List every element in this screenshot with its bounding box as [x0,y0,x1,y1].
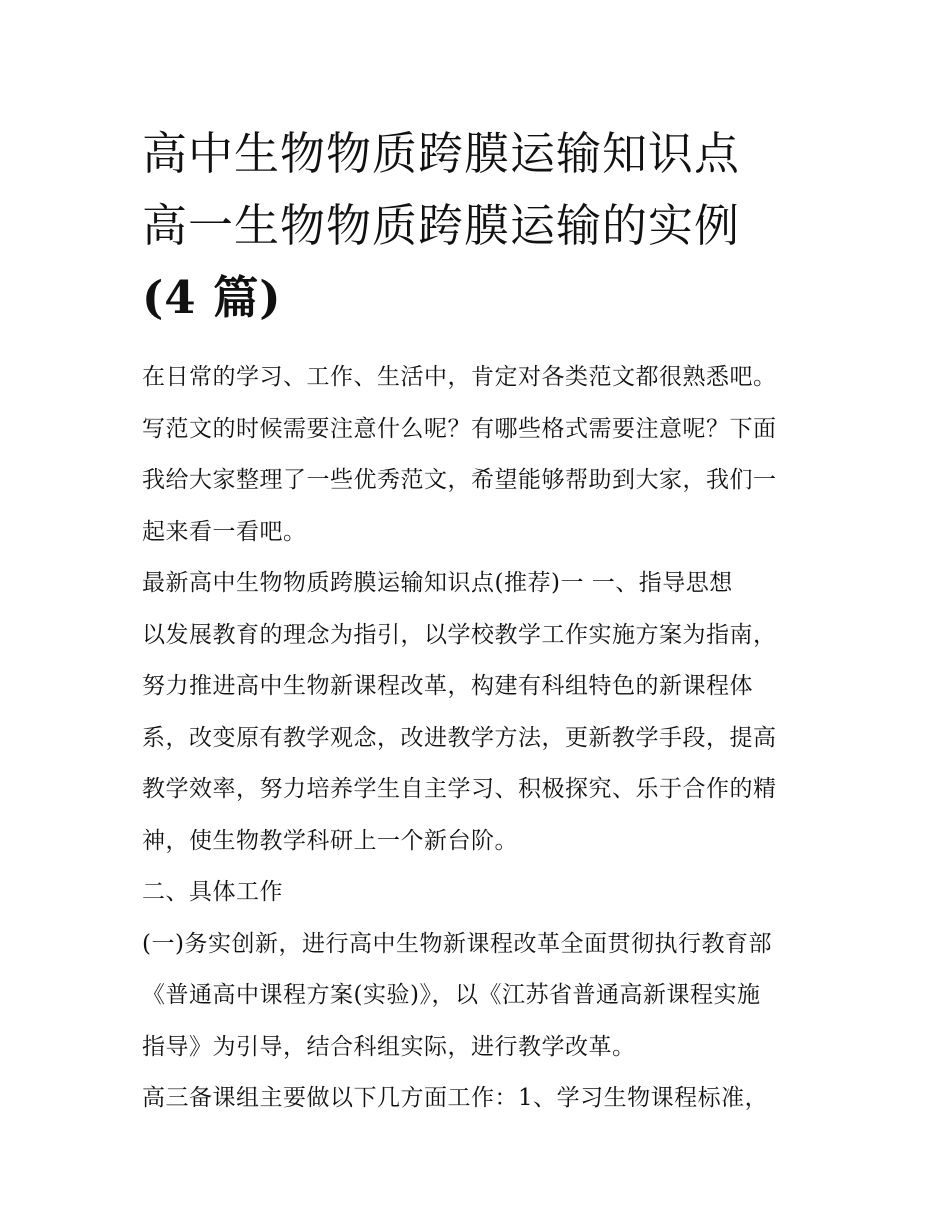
body-line: 写范文的时候需要注意什么呢？有哪些格式需要注意呢？下面 [142,415,777,442]
body-line: 系，改变原有教学观念，改进教学方法，更新教学手段，提高 [142,724,777,751]
body-line: (一)务实创新，进行高中生物新课程改革全面贯彻执行教育部 [142,930,772,957]
body-line: 以发展教育的理念为指引，以学校教学工作实施方案为指南， [142,621,777,648]
body-line: 努力推进高中生物新课程改革，构建有科组特色的新课程体 [142,673,753,699]
section-heading: 二、具体工作 [142,879,283,905]
title-line-3: (4 篇) [142,271,282,324]
document-content [142,118,822,1125]
document-title [142,118,822,334]
body-line: 高三备课组主要做以下几方面工作：1、学习生物课程标准， [142,1085,769,1111]
body-line: 我给大家整理了一些优秀范文，希望能够帮助到大家，我们一 [142,467,777,493]
document-body [142,352,822,1125]
title-line-2: 高一生物物质跨膜运输的实例 [142,199,741,252]
body-line: 在日常的学习、工作、生活中，肯定对各类范文都很熟悉吧。 [142,364,777,390]
body-line: 指导》为引导，结合科组实际，进行教学改革。 [142,1033,636,1060]
title-line-1: 高中生物物质跨膜运输知识点 [142,127,741,180]
body-line: 神，使生物教学科研上一个新台阶。 [142,827,518,854]
body-line: 起来看一看吧。 [142,518,307,545]
body-line: 教学效率，努力培养学生自主学习、积极探究、乐于合作的精 [142,776,777,802]
body-line: 《普通高中课程方案(实验)》，以《江苏省普通高新课程实施 [142,982,761,1008]
section-heading: 最新高中生物物质跨膜运输知识点(推荐)一 一、指导思想 [142,570,733,596]
